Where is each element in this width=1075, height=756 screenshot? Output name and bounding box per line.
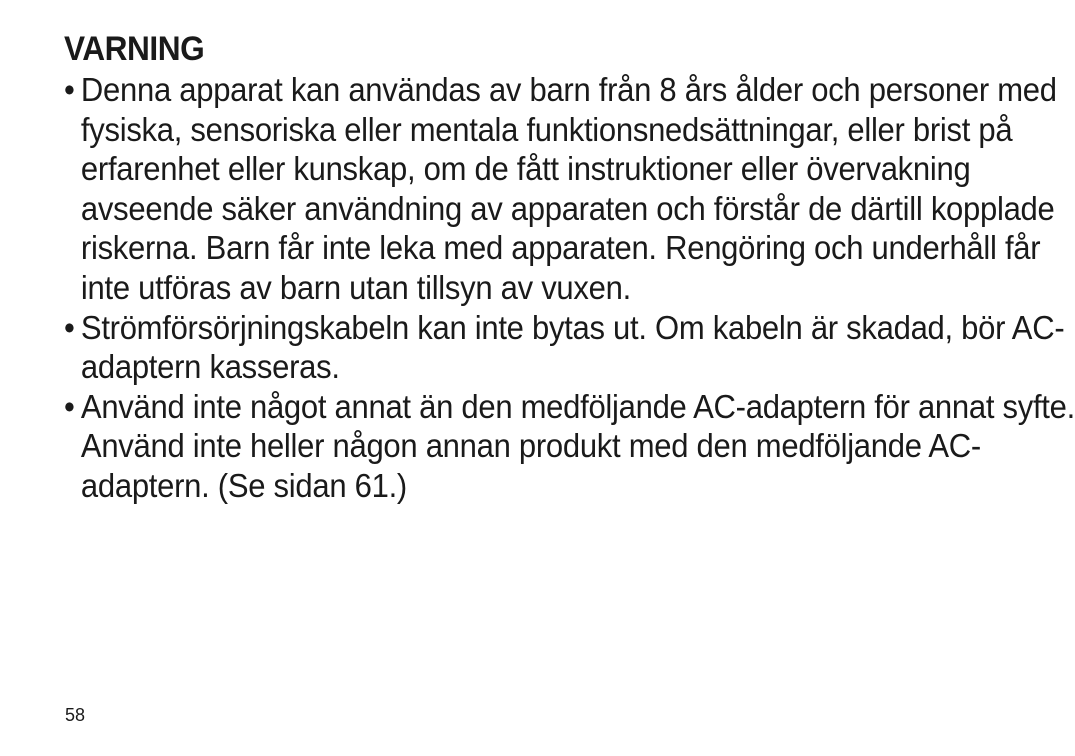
warning-list xyxy=(64,70,1075,506)
warning-item xyxy=(64,308,1075,387)
warning-item xyxy=(64,70,1075,308)
warning-text-children-use: Denna apparat kan användas av barn från 8 års ålder och personer med fysiska, sensoriska eller mentala funktionsnedsättningar, eller brist på erfarenhet eller kunskap, om de fått instruktioner eller övervakning avseende säker användning av apparaten och förstår de därtill kopplade riskerna. Barn får inte leka med apparaten. Rengöring och underhåll får inte utföras av barn utan tillsyn av vuxen. xyxy=(80,71,1057,306)
warning-heading: VARNING xyxy=(64,30,205,68)
bullet-icon: • xyxy=(64,387,75,425)
page-number: 58 xyxy=(65,705,86,725)
warning-item xyxy=(64,387,1075,506)
warning-text-power-cable: Strömförsörjningskabeln kan inte bytas ut. Om kabeln är skadad, bör AC-adaptern kasseras. xyxy=(80,308,1065,386)
bullet-icon: • xyxy=(64,71,75,108)
warning-text-ac-adapter: Använd inte något annat än den medföljande AC-adaptern för annat syfte. Använd inte heller någon annan produkt med den medföljande AC-adaptern. (Se sidan 61.) xyxy=(80,387,1075,504)
bullet-icon: • xyxy=(64,308,75,346)
